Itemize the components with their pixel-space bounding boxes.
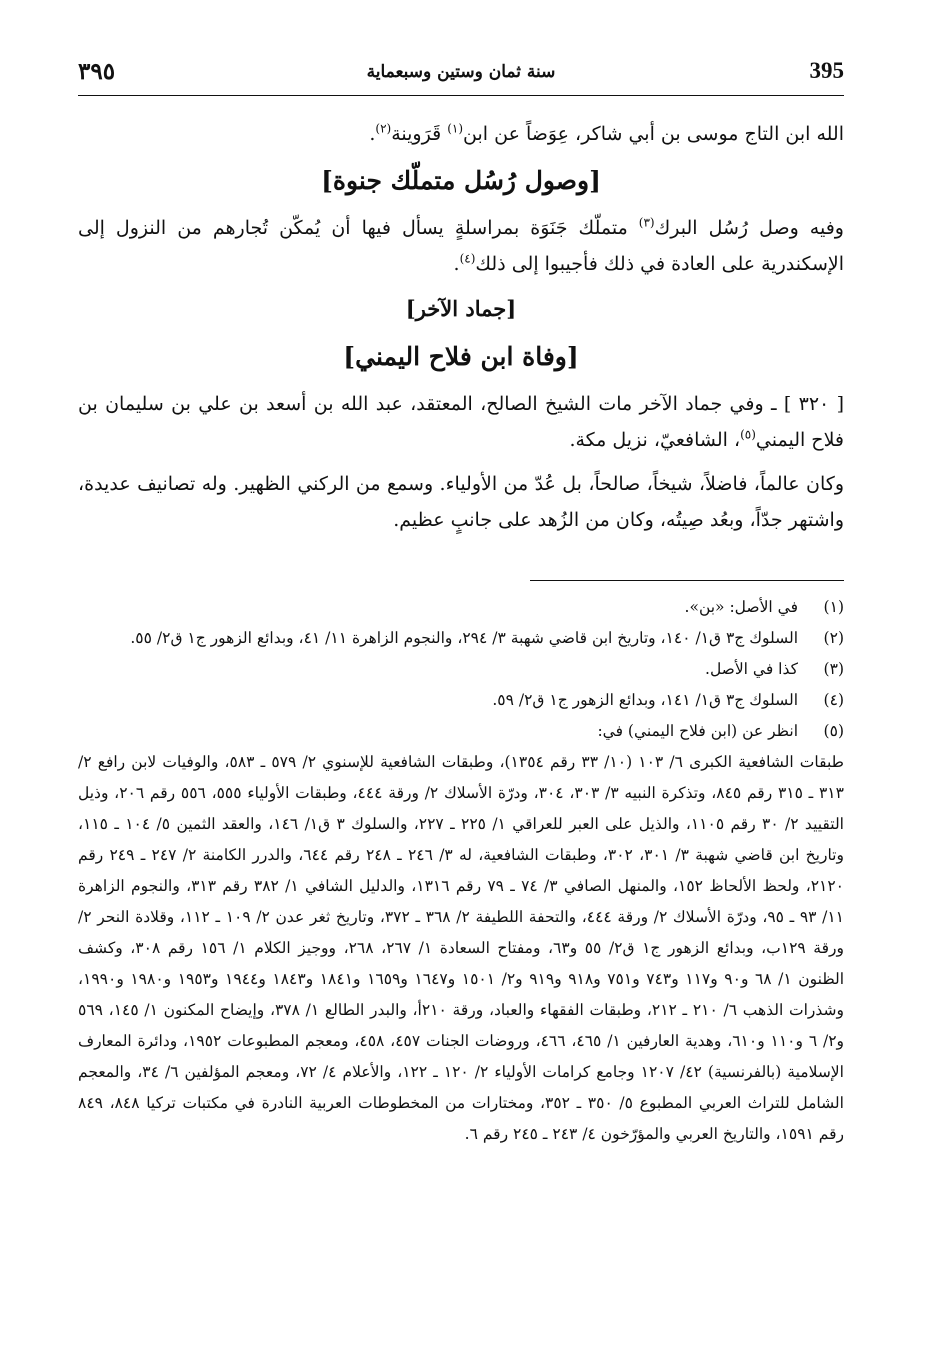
footnote-3 [78,654,844,685]
footnote-number: (٥) [823,722,844,740]
footnote-ref-2: (٢) [375,121,392,136]
section-heading-genoa: [وصول رُسُل متملّك جنوة] [321,166,601,195]
footnote-number: (١) [823,598,844,616]
footnote-ref-1: (١) [447,121,464,136]
footnote-ref-4: (٤) [459,251,476,266]
footnote-separator [530,580,844,581]
section-heading-death: [وفاة ابن فلاح اليمني] [343,342,579,371]
footnote-number: (٣) [823,660,844,678]
footnote-ref-5: (٥) [740,427,756,442]
para1-text-1: وفيه وصل رُسُل البرك [654,217,844,239]
intro-text-3: . [369,123,376,145]
intro-text-1: الله ابن التاج موسى بن أبي شاكر، عِوَضاً عن ابن [463,123,844,145]
footnote-text: انظر عن (ابن فلاح اليمني) في: [597,722,798,740]
main-text [78,116,844,546]
paragraph-death-entry [78,386,844,458]
page-header [78,56,844,96]
para2-text-2: ، الشافعيّ، نزيل مكة. [569,429,741,451]
footnote-5-sources: طبقات الشافعية الكبرى ٦/ ١٠٣ (١٠/ ٣٣ رقم ١٣٥٤)، وطبقات الشافعية للإسنوي ٢/ ٥٧٩ ـ ٥٨٣، والوفيات لابن رافع ٢/ ٣١٣ ـ ٣١٥ رقم ٨٤٥، وتذكرة النبيه ٣/ ٣٠٣، ٣٠٤، ودرّة الأسلاك ٢/ ورقة ٤٤٤، وطبقات الأولياء ٥٥٥، ٥٥٦ رقم ٢٠٦، وذيل التقييد ٢/ ٣٠ رقم ١١٠٥، والذيل على العبر للعراقي ١/ ٢٢٥ ـ ٢٢٧، والسلوك ٣ ق١/ ١٤٦، والعقد الثمين ٥/ ١٠٤ ـ ١١٥، وتاريخ ابن قاضي شهبة ٣/ ٣٠١، ٣٠٢، وطبقات الشافعية، له ٣/ ٢٤٦ ـ ٢٤٨ رقم ٦٤٤، والدرر الكامنة ٢/ ٢٤٧ ـ ٢٤٩ رقم ٢١٢٠، ولحظ الألحاظ ١٥٢، والمنهل الصافي ٣/ ٧٤ ـ ٧٩ رقم ١٣١٦، والدليل الشافي ١/ ٣٨٢ رقم ٣١٣، والنجوم الزاهرة ١١/ ٩٣ ـ ٩٥، ودرّة الأسلاك ٢/ ورقة ٤٤٤، والتحفة اللطيفة ٢/ ٣٦٨ ـ ٣٧٢، وتاريخ ثغر عدن ٢/ ١٠٩ ـ ١١٢، وقلادة النحر ٢/ ورقة ١٢٩ب، وبدائع الزهور ج١ ق٢/ ٥٥ و٦٣، ومفتاح السعادة ١/ ٢٦٧، ٢٦٨، ووجيز الكلام ١/ ١٥٦ رقم ٣٠٨، وكشف الظنون ١/ ٦٨ و٩٠ و١١٧ و٧٤٣ و٧٥١ و٩١٨ و٩١٩ و٢/ ١٥٠١ و١٦٤٧ و١٦٥٩ و١٨٤١ و١٨٤٣ و١٩٤٤ و١٩٥٣ و١٩٨٠ و١٩٩٠، وشذرات الذهب ٦/ ٢١٠ ـ ٢١٢، وطبقات الفقهاء والعباد، ورقة ٢١٠أ، والبدر الطالع ١/ ٣٧٨، وإيضاح المكنون ١/ ١٤٥، ٥٦٩ و٢/ ٦ و١١٠ و٦١٠، وهدية العارفين ١/ ٤٦٥، ٤٦٦، وروضات الجنات ٤٥٧، ٤٥٨، ومعجم المطبوعات ١٩٥٢، ودائرة المعارف الإسلامية (بالفرنسية) ٤٢/ ١٢٠٧ وجامع كرامات الأولياء ٢/ ١٢٠ ـ ١٢٢، والأعلام ٤/ ٧٢، ومعجم المؤلفين ٦/ ٣٤، والمعجم الشامل للتراث العربي المطبوع ٥/ ٣٥٠ ـ ٣٥٢، ومختارات من المخطوطات العربية النادرة في مكتبات تركيا ٨٤٨، ٨٤٩ رقم ١٥٩١، والتاريخ العربي والمؤرّخون ٤/ ٢٤٣ ـ ٢٤٥ رقم ٦. [78,753,845,1143]
footnote-text: السلوك ج٣ ق١/ ١٤١، وبدائع الزهور ج١ ق٢/ ٥٩. [492,691,798,709]
footnote-text: في الأصل: «بن». [684,598,798,616]
para1-text-2: متملّك جَنَوَة بمراسلةٍ يسأل فيها أن يُمكّن تُجارهم من النزول إلى الإسكندرية على العادة في ذلك فأجيبوا إلى ذلك [78,217,844,275]
footnote-number: (٢) [823,629,844,647]
footnote-2 [78,623,844,654]
footnote-number: (٤) [823,691,844,709]
intro-line [78,116,844,152]
header-rule [78,95,844,96]
intro-text-2: قَرَوينة [391,123,448,145]
para1-text-3: . [453,253,460,275]
para2-text-1: [ ٣٢٠ ] ـ وفي جماد الآخر مات الشيخ الصالح، المعتقد، عبد الله بن أسعد بن علي بن سليمان بن فلاح اليمني [78,393,845,451]
footnote-ref-3: (٣) [638,215,655,230]
footnote-text: كذا في الأصل. [705,660,798,678]
paragraph-genoa [78,210,844,282]
page-number-latin: 395 [809,58,844,83]
footnote-text: السلوك ج٣ ق١/ ١٤٠، وتاريخ ابن قاضي شهبة ٣/ ٢٩٤، والنجوم الزاهرة ١١/ ٤١، وبدائع الزهور ج١ ق٢/ ٥٥. [130,629,798,647]
paragraph-biography: وكان عالماً، فاضلاً، شيخاً، صالحاً، بل عُدّ من الأولياء. وسمع من الركني الظهير. وله تصانيف عديدة، واشتهر جدّاً، وبعُد صِيتُه، وكان من الزُهد على جانبٍ عظيم. [78,473,844,531]
page-number-arabic: ٣٩٥ [78,58,116,85]
footnotes [78,592,844,1150]
footnote-1 [78,592,844,623]
running-title: سنة ثمان وستين وسبعماية [366,62,556,82]
footnote-5 [78,716,844,747]
month-heading: [جماد الآخر] [405,296,517,321]
footnote-4 [78,685,844,716]
